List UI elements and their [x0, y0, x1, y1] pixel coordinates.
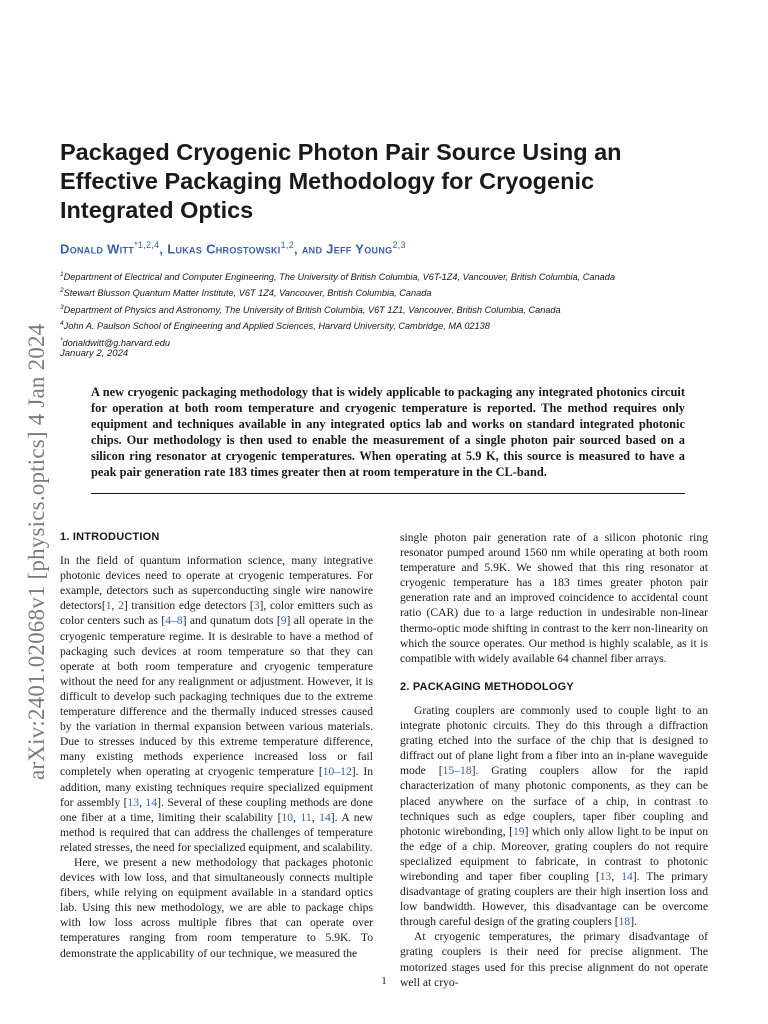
citation-link[interactable]: 15–18 [442, 764, 472, 778]
paragraph: single photon pair generation rate of a silicon photonic ring resonator pumped around 1560 nm while operating at both room temperature and 5.9K. We showed that this ring resonator at cryogenic temperature has a 183 times greater photon pair generation rate and an improved coincidence to accidental count ratio (CAR) due to a large reduction in undesirable non-linear thermo-optic mode shifting in contrast to the kerr non-linearity on which the source operates. Our method is highly scalable, as it is compatible with widely available 64 channel fiber arrays. [400, 531, 708, 665]
citation-link[interactable]: 10–12 [322, 765, 352, 779]
author-affiliation-marks: *1,2,4 [134, 240, 160, 250]
left-column [60, 530, 373, 961]
affiliation-mark: 1 [60, 271, 64, 278]
affiliation-line [60, 334, 720, 350]
affiliation-text: Stewart Blusson Quantum Matter Institute, V6T 1Z4, Vancouver, British Columbia, Canada [63, 288, 432, 299]
affiliation-text: John A. Paulson School of Engineering and Applied Sciences, Harvard University, Cambridge, MA 02138 [63, 321, 490, 332]
citation-link[interactable]: 19 [513, 824, 525, 838]
affiliation-mark: 3 [60, 303, 64, 311]
citation-link[interactable]: 13 [599, 869, 612, 883]
arxiv-identifier-text: arXiv:2401.02068v1 [physics.optics] 4 Jan 2024 [24, 323, 49, 780]
affiliation-text: donaldwitt@g.harvard.edu [62, 337, 170, 348]
paragraph: In the field of quantum information science, many integrative photonic devices need to operate at cryogenic temperatures. For example, detectors such as superconducting single wire nanowire detectors[1, 2] transition edge detectors [3], color emitters such as color centers such as [4–8] and qunatum dots [9] all operate in the cryogenic temperature regime. It is desirable to have a method of packaging such devices at room temperature so that they can operate at both room temperature and cryogenic temperature without the need for any realignment or adjustment. However, it is difficult to develop such packaging techniques due to the extreme temperature difference and the thermally induced stresses caused by the variation in thermal expansion between various materials. Due to stresses induced by this extreme temperature difference, many existing methods experience increased loss or fail completely when operating at cryogenic temperature [10–12]. In addition, many existing techniques require specialized equipment for assembly [13, 14]. Several of these coupling methods are done one fiber at a time, limiting their scalability [10, 11, 14]. A new method is required that can address the challenges of temperature related stresses, the need for specialized equipment, and scalability. [60, 554, 374, 854]
affiliation-text: Department of Physics and Astronomy, The University of British Columbia, V6T 1Z1, Vancouver, British Columbia, Canada [63, 305, 561, 315]
paragraph: Grating couplers are commonly used to couple light to an integrate photonic circuits. They do this through a diffraction grating etched into the surface of the chip that is designed to diffract out of plane light from a fiber into an in-plane waveguide mode [15–18]. Grating couplers allow for the rapid characterization of many photonic components, as they can be placed anywhere on the surface of a chip, in contrast to techniques such as edge couplers, taper fiber coupling and photonic wirebonding, [19] which only allow light to be input on the edge of a chip. Moreover, grating couplers do not require specialized equipment to fabricate, in contrast to photonic wirebonding and taper fiber coupling [13, 14]. The primary disadvantage of grating couplers are their high insertion loss and low bandwidth. However, this disadvantage can be overcome through careful design of the grating couplers [18]. [400, 703, 709, 929]
affiliation-mark: * [60, 336, 63, 344]
citation-link[interactable]: 3 [253, 599, 260, 613]
citation-link[interactable]: 11 [300, 810, 312, 824]
arxiv-identifier-stamp [14, 260, 54, 780]
affiliation-line [60, 317, 720, 333]
author-name: Lukas Chrostowski [167, 241, 281, 257]
citation-link[interactable]: 14 [319, 810, 331, 824]
citation-link[interactable]: 14 [621, 869, 633, 883]
page-number: 1 [381, 975, 387, 987]
affiliation-list [60, 268, 720, 350]
author-name: Jeff Young [326, 241, 393, 257]
author-affiliation-marks: 2,3 [392, 240, 406, 250]
citation-link[interactable]: 9 [280, 614, 287, 628]
affiliation-line [60, 301, 720, 317]
publication-date: January 2, 2024 [60, 348, 129, 359]
citation-link[interactable]: 18 [618, 915, 631, 929]
section-heading-introduction: 1. INTRODUCTION [60, 531, 160, 543]
affiliation-line [60, 268, 720, 284]
affiliation-mark: 4 [60, 320, 64, 328]
paper-title: Packaged Cryogenic Photon Pair Source Using an Effective Packaging Methodology for Cryogenic Integrated Optics [60, 139, 622, 223]
section-heading-packaging: 2. PACKAGING METHODOLOGY [400, 680, 574, 693]
author-list: Donald Witt$^{*1,2,4}$, Lukas Chrostowski$^{1,2}$, and Jeff Young$^{2,3}$ [60, 240, 406, 257]
abstract: A new cryogenic packaging methodology that is widely applicable to packaging any integrated photonics circuit for operation at both room temperature and cryogenic temperature is reported. The method requires only equipment and techniques available in any integrated optics lab and works on standard integrated photonic chips. Our methodology is then used to enable the measurement of a single photon pair sourced based on a silicon ring resonator at cryogenic temperatures. When operating at 5.9 K, this source is measured to have a peak pair generation rate 183 times greater then at room temperature in the CL-band. [91, 385, 685, 480]
paragraph: Here, we present a new methodology that packages photonic devices with low loss, and that simultaneously connects multiple fibers, while relying on equipment available in a standard optics lab. Using this new methodology, we are able to package chips with low loss across multiple fibres that can operate over temperatures ranging from room temperature to 5.9K. To demonstrate the applicability of our technique, we measured the [60, 855, 373, 960]
author-name: Donald Witt [60, 241, 135, 257]
citation-link[interactable]: 14 [145, 795, 158, 809]
right-column [400, 530, 708, 990]
abstract-divider [91, 493, 685, 494]
citation-link[interactable]: 13 [127, 795, 140, 809]
affiliation-mark: 2 [60, 287, 64, 295]
author-affiliation-marks: 1,2 [280, 240, 295, 250]
citation-link[interactable]: 4–8 [165, 614, 183, 628]
citation-link[interactable]: 10 [281, 810, 294, 824]
citation-link[interactable]: 1 [105, 599, 112, 613]
paragraph: At cryogenic temperatures, the primary disadvantage of grating couplers is their need for precise alignment. The motorized stages used for this precise alignment do not operate well at cryo- [400, 930, 708, 989]
citation-link[interactable]: 2 [118, 599, 124, 613]
affiliation-text: Department of Electrical and Computer Engineering, The University of British Columbia, V6T-1Z4, Vancouver, British Columbia, Canada [63, 272, 615, 283]
affiliation-line [60, 284, 720, 300]
